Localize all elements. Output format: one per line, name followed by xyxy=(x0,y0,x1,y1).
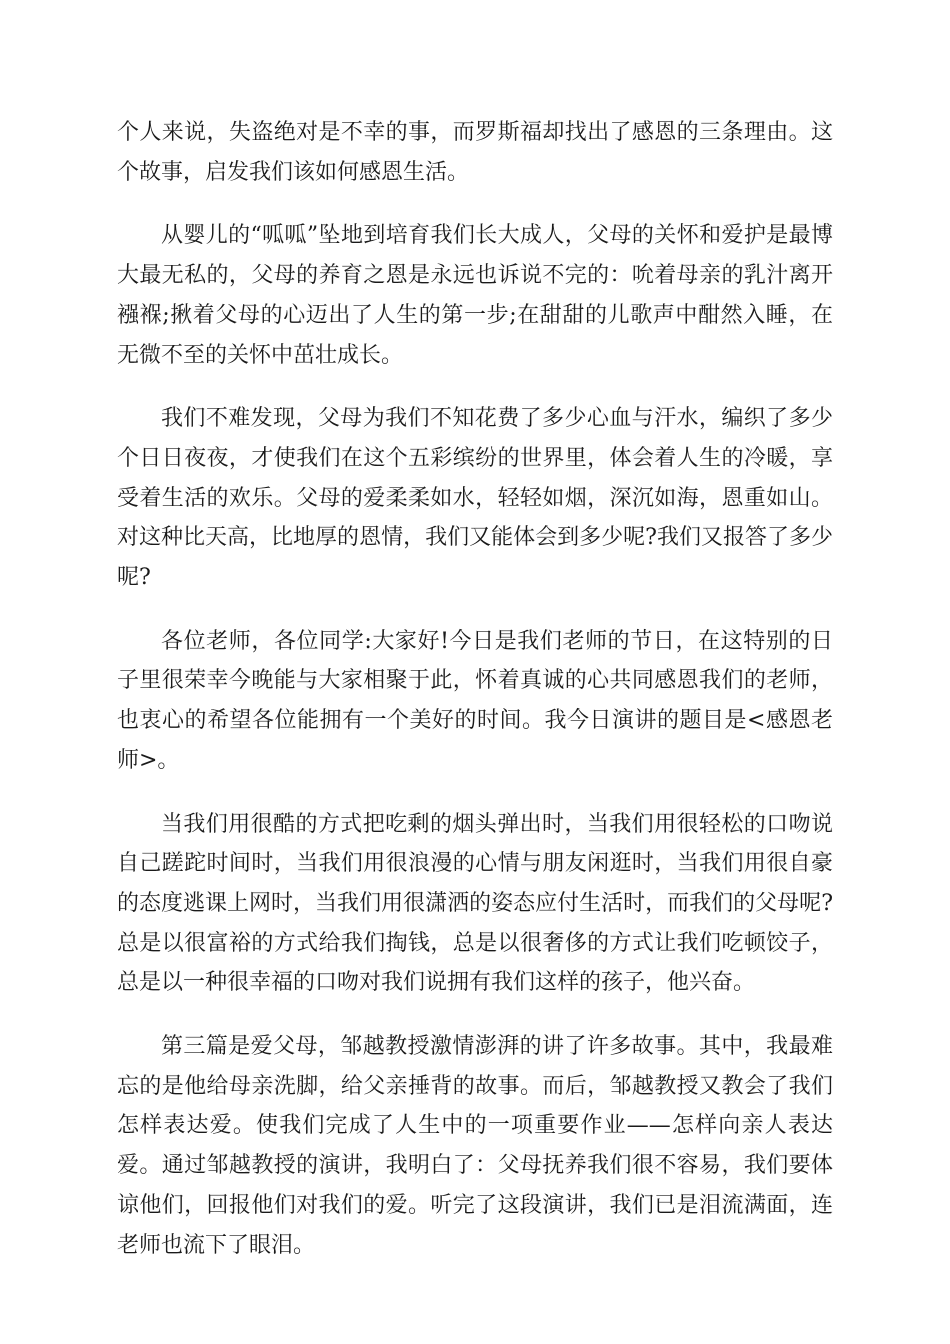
paragraph-lecture-reflection: 第三篇是爱父母，邹越教授激情澎湃的讲了许多故事。其中，我最难忘的是他给母亲洗脚，给父亲捶背的故事。而后，邹越教授又教会了我们怎样表达爱。使我们完成了人生中的一项重要作业——怎样向亲人表达爱。通过邹越教授的演讲，我明白了：父母抚养我们很不容易，我们要体谅他们，回报他们对我们的爱。听完了这段演讲，我们已是泪流满面，连老师也流下了眼泪。 xyxy=(117,1034,833,1258)
paragraph-parents-contrast: 当我们用很酷的方式把吃剩的烟头弹出时，当我们用很轻松的口吻说自己蹉跎时间时，当我们用很浪漫的心情与朋友闲逛时，当我们用很自豪的态度逃课上网时，当我们用很潇洒的姿态应付生活时，而我们的父母呢?总是以很富裕的方式给我们掏钱，总是以很奢侈的方式让我们吃顿饺子，总是以一种很幸福的口吻对我们说拥有我们这样的孩子，他兴奋。 xyxy=(117,811,833,996)
paragraph-parents-love: 从婴儿的“呱呱”坠地到培育我们长大成人，父母的关怀和爱护是最博大最无私的，父母的养育之恩是永远也诉说不完的：吮着母亲的乳汁离开襁褓;揪着父母的心迈出了人生的第一步;在甜甜的儿歌声中酣然入睡，在无微不至的关怀中茁壮成长。 xyxy=(117,223,833,368)
document-body xyxy=(117,113,833,1289)
paragraph-continuation: 个人来说，失盗绝对是不幸的事，而罗斯福却找出了感恩的三条理由。这个故事，启发我们该如何感恩生活。 xyxy=(117,120,833,185)
paragraph-teachers-speech: 各位老师，各位同学:大家好!今日是我们老师的节日，在这特别的日子里很荣幸今晚能与大家相聚于此，怀着真诚的心共同感恩我们的老师，也衷心的希望各位能拥有一个美好的时间。我今日演讲的题目是<感恩老师>。 xyxy=(117,628,833,773)
paragraph-parents-sacrifice: 我们不难发现，父母为我们不知花费了多少心血与汗水，编织了多少个日日夜夜，才使我们在这个五彩缤纷的世界里，体会着人生的冷暖，享受着生活的欢乐。父母的爱柔柔如水，轻轻如烟，深沉如海，恩重如山。对这种比天高，比地厚的恩情，我们又能体会到多少呢?我们又报答了多少呢? xyxy=(117,406,833,591)
